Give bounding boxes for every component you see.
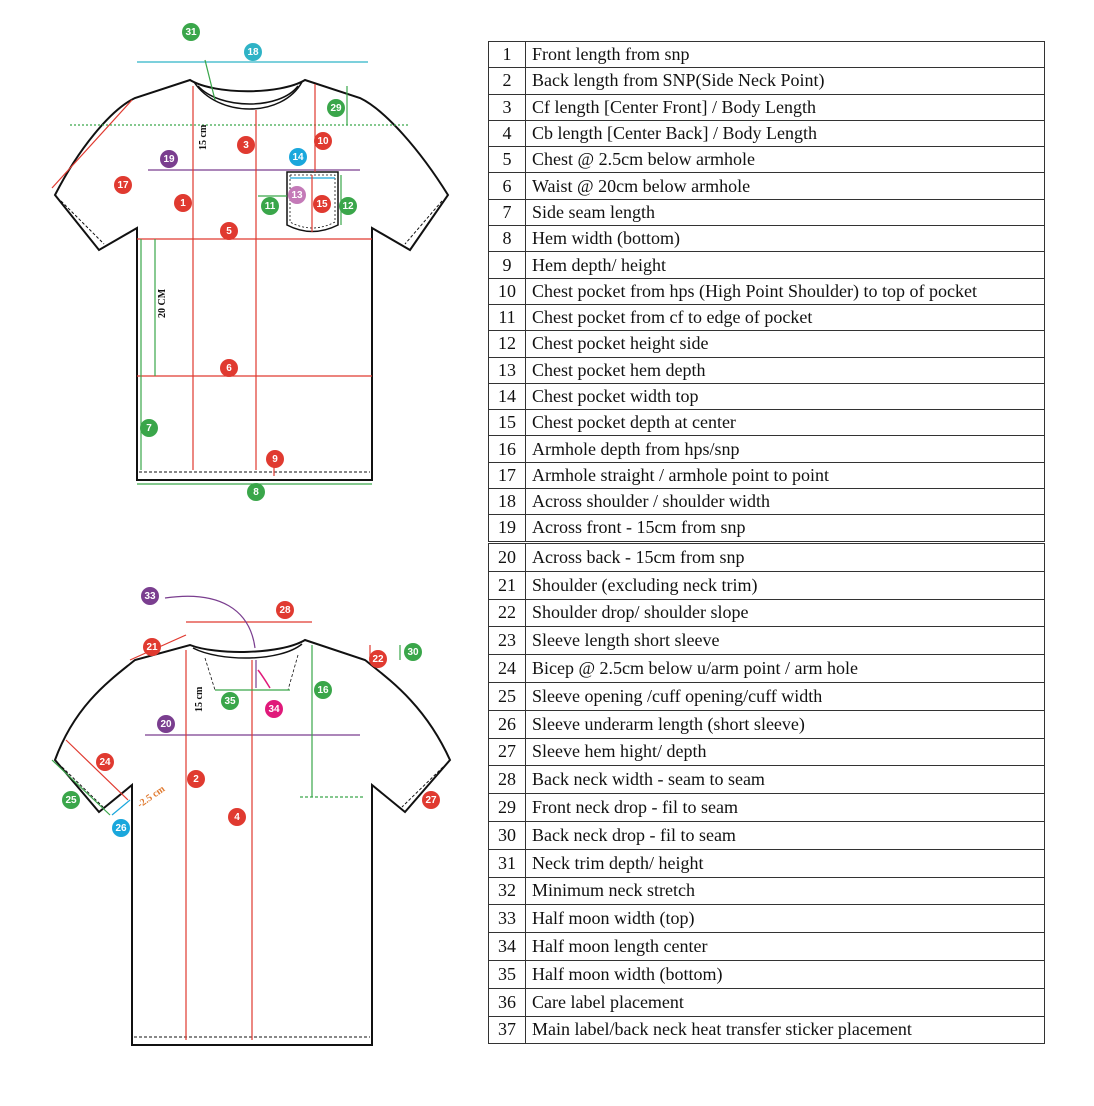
table-row	[489, 905, 1045, 933]
marker-14	[289, 148, 307, 166]
table-row	[489, 877, 1045, 905]
row-description: Minimum neck stretch	[526, 877, 1045, 905]
table-row	[489, 489, 1045, 515]
marker-number: 5	[226, 226, 232, 237]
marker-number: 30	[407, 647, 419, 658]
table-row	[489, 120, 1045, 146]
row-number: 36	[489, 988, 526, 1016]
marker-number: 26	[115, 823, 127, 834]
table-row	[489, 462, 1045, 488]
marker-number: 29	[330, 103, 342, 114]
table-row	[489, 627, 1045, 655]
row-number: 27	[489, 738, 526, 766]
row-number: 23	[489, 627, 526, 655]
row-description: Sleeve opening /cuff opening/cuff width	[526, 682, 1045, 710]
table-row	[489, 94, 1045, 120]
marker-33	[141, 587, 159, 605]
marker-number: 19	[163, 154, 175, 165]
marker-number: 2	[193, 774, 199, 785]
table-row	[489, 682, 1045, 710]
row-number: 6	[489, 173, 526, 199]
marker-8	[247, 483, 265, 501]
marker-number: 7	[146, 423, 152, 434]
measurement-table-bottom	[488, 543, 1045, 1044]
marker-number: 9	[272, 454, 278, 465]
row-number: 28	[489, 766, 526, 794]
marker-number: 21	[146, 642, 158, 653]
row-description: Sleeve length short sleeve	[526, 627, 1045, 655]
marker-35	[221, 692, 239, 710]
back-25cm-label: -2.5 cm	[135, 783, 168, 811]
table-row	[489, 304, 1045, 330]
marker-20	[157, 715, 175, 733]
table-row	[489, 383, 1045, 409]
row-description: Back length from SNP(Side Neck Point)	[526, 68, 1045, 94]
table-row	[489, 738, 1045, 766]
row-description: Armhole straight / armhole point to point	[526, 462, 1045, 488]
marker-number: 14	[292, 152, 304, 163]
row-number: 3	[489, 94, 526, 120]
row-description: Chest @ 2.5cm below armhole	[526, 147, 1045, 173]
row-description: Half moon width (top)	[526, 905, 1045, 933]
marker-2	[187, 770, 205, 788]
row-description: Cf length [Center Front] / Body Length	[526, 94, 1045, 120]
marker-number: 10	[317, 136, 329, 147]
row-number: 21	[489, 571, 526, 599]
row-number: 32	[489, 877, 526, 905]
marker-25	[62, 791, 80, 809]
row-number: 31	[489, 849, 526, 877]
marker-3	[237, 136, 255, 154]
row-description: Chest pocket depth at center	[526, 410, 1045, 436]
table-row	[489, 278, 1045, 304]
table-row	[489, 544, 1045, 572]
marker-number: 24	[99, 757, 111, 768]
marker-12	[339, 197, 357, 215]
marker-number: 22	[372, 654, 384, 665]
marker-31	[182, 23, 200, 41]
front-20cm-label: 20 CM	[157, 288, 168, 318]
marker-number: 35	[224, 696, 236, 707]
table-row	[489, 794, 1045, 822]
marker-5	[220, 222, 238, 240]
row-description: Back neck width - seam to seam	[526, 766, 1045, 794]
marker-number: 16	[317, 685, 329, 696]
back-15cm-label: 15 cm	[194, 686, 205, 712]
row-description: Main label/back neck heat transfer sticker placement	[526, 1016, 1045, 1044]
marker-number: 27	[425, 795, 437, 806]
table-row	[489, 199, 1045, 225]
marker-number: 3	[243, 140, 249, 151]
table-row	[489, 571, 1045, 599]
table-row	[489, 766, 1045, 794]
row-description: Chest pocket hem depth	[526, 357, 1045, 383]
marker-7	[140, 419, 158, 437]
tshirt-measurement-diagram	[0, 0, 480, 1106]
marker-18	[244, 43, 262, 61]
marker-1	[174, 194, 192, 212]
marker-10	[314, 132, 332, 150]
table-row	[489, 710, 1045, 738]
row-number: 4	[489, 120, 526, 146]
marker-27	[422, 791, 440, 809]
row-number: 18	[489, 489, 526, 515]
row-number: 34	[489, 933, 526, 961]
table-row	[489, 42, 1045, 68]
table-row	[489, 655, 1045, 683]
row-number: 11	[489, 304, 526, 330]
table-row	[489, 849, 1045, 877]
marker-number: 8	[253, 487, 259, 498]
marker-number: 17	[117, 180, 129, 191]
row-description: Across front - 15cm from snp	[526, 515, 1045, 541]
marker-number: 11	[264, 201, 276, 212]
row-number: 29	[489, 794, 526, 822]
table-row	[489, 436, 1045, 462]
row-number: 17	[489, 462, 526, 488]
marker-number: 4	[234, 812, 240, 823]
row-description: Half moon length center	[526, 933, 1045, 961]
marker-number: 12	[342, 201, 354, 212]
table-row	[489, 1016, 1045, 1044]
row-description: Chest pocket from hps (High Point Shoulder) to top of pocket	[526, 278, 1045, 304]
row-number: 26	[489, 710, 526, 738]
marker-19	[160, 150, 178, 168]
marker-number: 20	[160, 719, 172, 730]
table-row	[489, 988, 1045, 1016]
row-description: Chest pocket from cf to edge of pocket	[526, 304, 1045, 330]
marker-number: 25	[65, 795, 77, 806]
marker-13	[288, 186, 306, 204]
measurement-table-top	[488, 41, 1045, 542]
row-number: 8	[489, 226, 526, 252]
row-number: 14	[489, 383, 526, 409]
row-number: 33	[489, 905, 526, 933]
marker-29	[327, 99, 345, 117]
row-description: Hem depth/ height	[526, 252, 1045, 278]
marker-number: 34	[268, 704, 280, 715]
table-row	[489, 252, 1045, 278]
front-15cm-label: 15 cm	[198, 124, 209, 150]
row-number: 13	[489, 357, 526, 383]
row-description: Across shoulder / shoulder width	[526, 489, 1045, 515]
row-description: Front neck drop - fil to seam	[526, 794, 1045, 822]
row-number: 1	[489, 42, 526, 68]
marker-number: 18	[247, 47, 259, 58]
row-number: 7	[489, 199, 526, 225]
marker-21	[143, 638, 161, 656]
row-description: Armhole depth from hps/snp	[526, 436, 1045, 462]
marker-26	[112, 819, 130, 837]
table-row	[489, 821, 1045, 849]
marker-number: 33	[144, 591, 156, 602]
marker-9	[266, 450, 284, 468]
table-row	[489, 410, 1045, 436]
row-number: 5	[489, 147, 526, 173]
marker-11	[261, 197, 279, 215]
row-description: Care label placement	[526, 988, 1045, 1016]
row-description: Sleeve underarm length (short sleeve)	[526, 710, 1045, 738]
marker-28	[276, 601, 294, 619]
marker-number: 15	[316, 199, 328, 210]
row-description: Across back - 15cm from snp	[526, 544, 1045, 572]
row-number: 16	[489, 436, 526, 462]
row-number: 37	[489, 1016, 526, 1044]
marker-number: 1	[180, 198, 186, 209]
marker-number: 28	[279, 605, 291, 616]
table-row	[489, 933, 1045, 961]
row-description: Front length from snp	[526, 42, 1045, 68]
table-row	[489, 226, 1045, 252]
table-row	[489, 173, 1045, 199]
row-number: 19	[489, 515, 526, 541]
table-row	[489, 515, 1045, 541]
row-description: Chest pocket height side	[526, 331, 1045, 357]
row-description: Waist @ 20cm below armhole	[526, 173, 1045, 199]
row-description: Chest pocket width top	[526, 383, 1045, 409]
row-number: 22	[489, 599, 526, 627]
marker-16	[314, 681, 332, 699]
row-number: 12	[489, 331, 526, 357]
marker-6	[220, 359, 238, 377]
row-number: 10	[489, 278, 526, 304]
table-row	[489, 599, 1045, 627]
table-row	[489, 357, 1045, 383]
table-row	[489, 68, 1045, 94]
marker-24	[96, 753, 114, 771]
marker-22	[369, 650, 387, 668]
marker-number: 6	[226, 363, 232, 374]
table-row	[489, 960, 1045, 988]
row-description: Neck trim depth/ height	[526, 849, 1045, 877]
marker-number: 13	[291, 190, 303, 201]
marker-number: 31	[185, 27, 197, 38]
row-description: Back neck drop - fil to seam	[526, 821, 1045, 849]
row-number: 9	[489, 252, 526, 278]
marker-4	[228, 808, 246, 826]
row-number: 35	[489, 960, 526, 988]
row-description: Shoulder drop/ shoulder slope	[526, 599, 1045, 627]
row-number: 24	[489, 655, 526, 683]
table-row	[489, 147, 1045, 173]
row-number: 20	[489, 544, 526, 572]
marker-17	[114, 176, 132, 194]
row-number: 15	[489, 410, 526, 436]
row-description: Cb length [Center Back] / Body Length	[526, 120, 1045, 146]
row-number: 2	[489, 68, 526, 94]
table-row	[489, 331, 1045, 357]
row-number: 30	[489, 821, 526, 849]
row-number: 25	[489, 682, 526, 710]
marker-30	[404, 643, 422, 661]
row-description: Shoulder (excluding neck trim)	[526, 571, 1045, 599]
row-description: Half moon width (bottom)	[526, 960, 1045, 988]
row-description: Bicep @ 2.5cm below u/arm point / arm hole	[526, 655, 1045, 683]
row-description: Hem width (bottom)	[526, 226, 1045, 252]
marker-15	[313, 195, 331, 213]
row-description: Side seam length	[526, 199, 1045, 225]
marker-34	[265, 700, 283, 718]
row-description: Sleeve hem hight/ depth	[526, 738, 1045, 766]
